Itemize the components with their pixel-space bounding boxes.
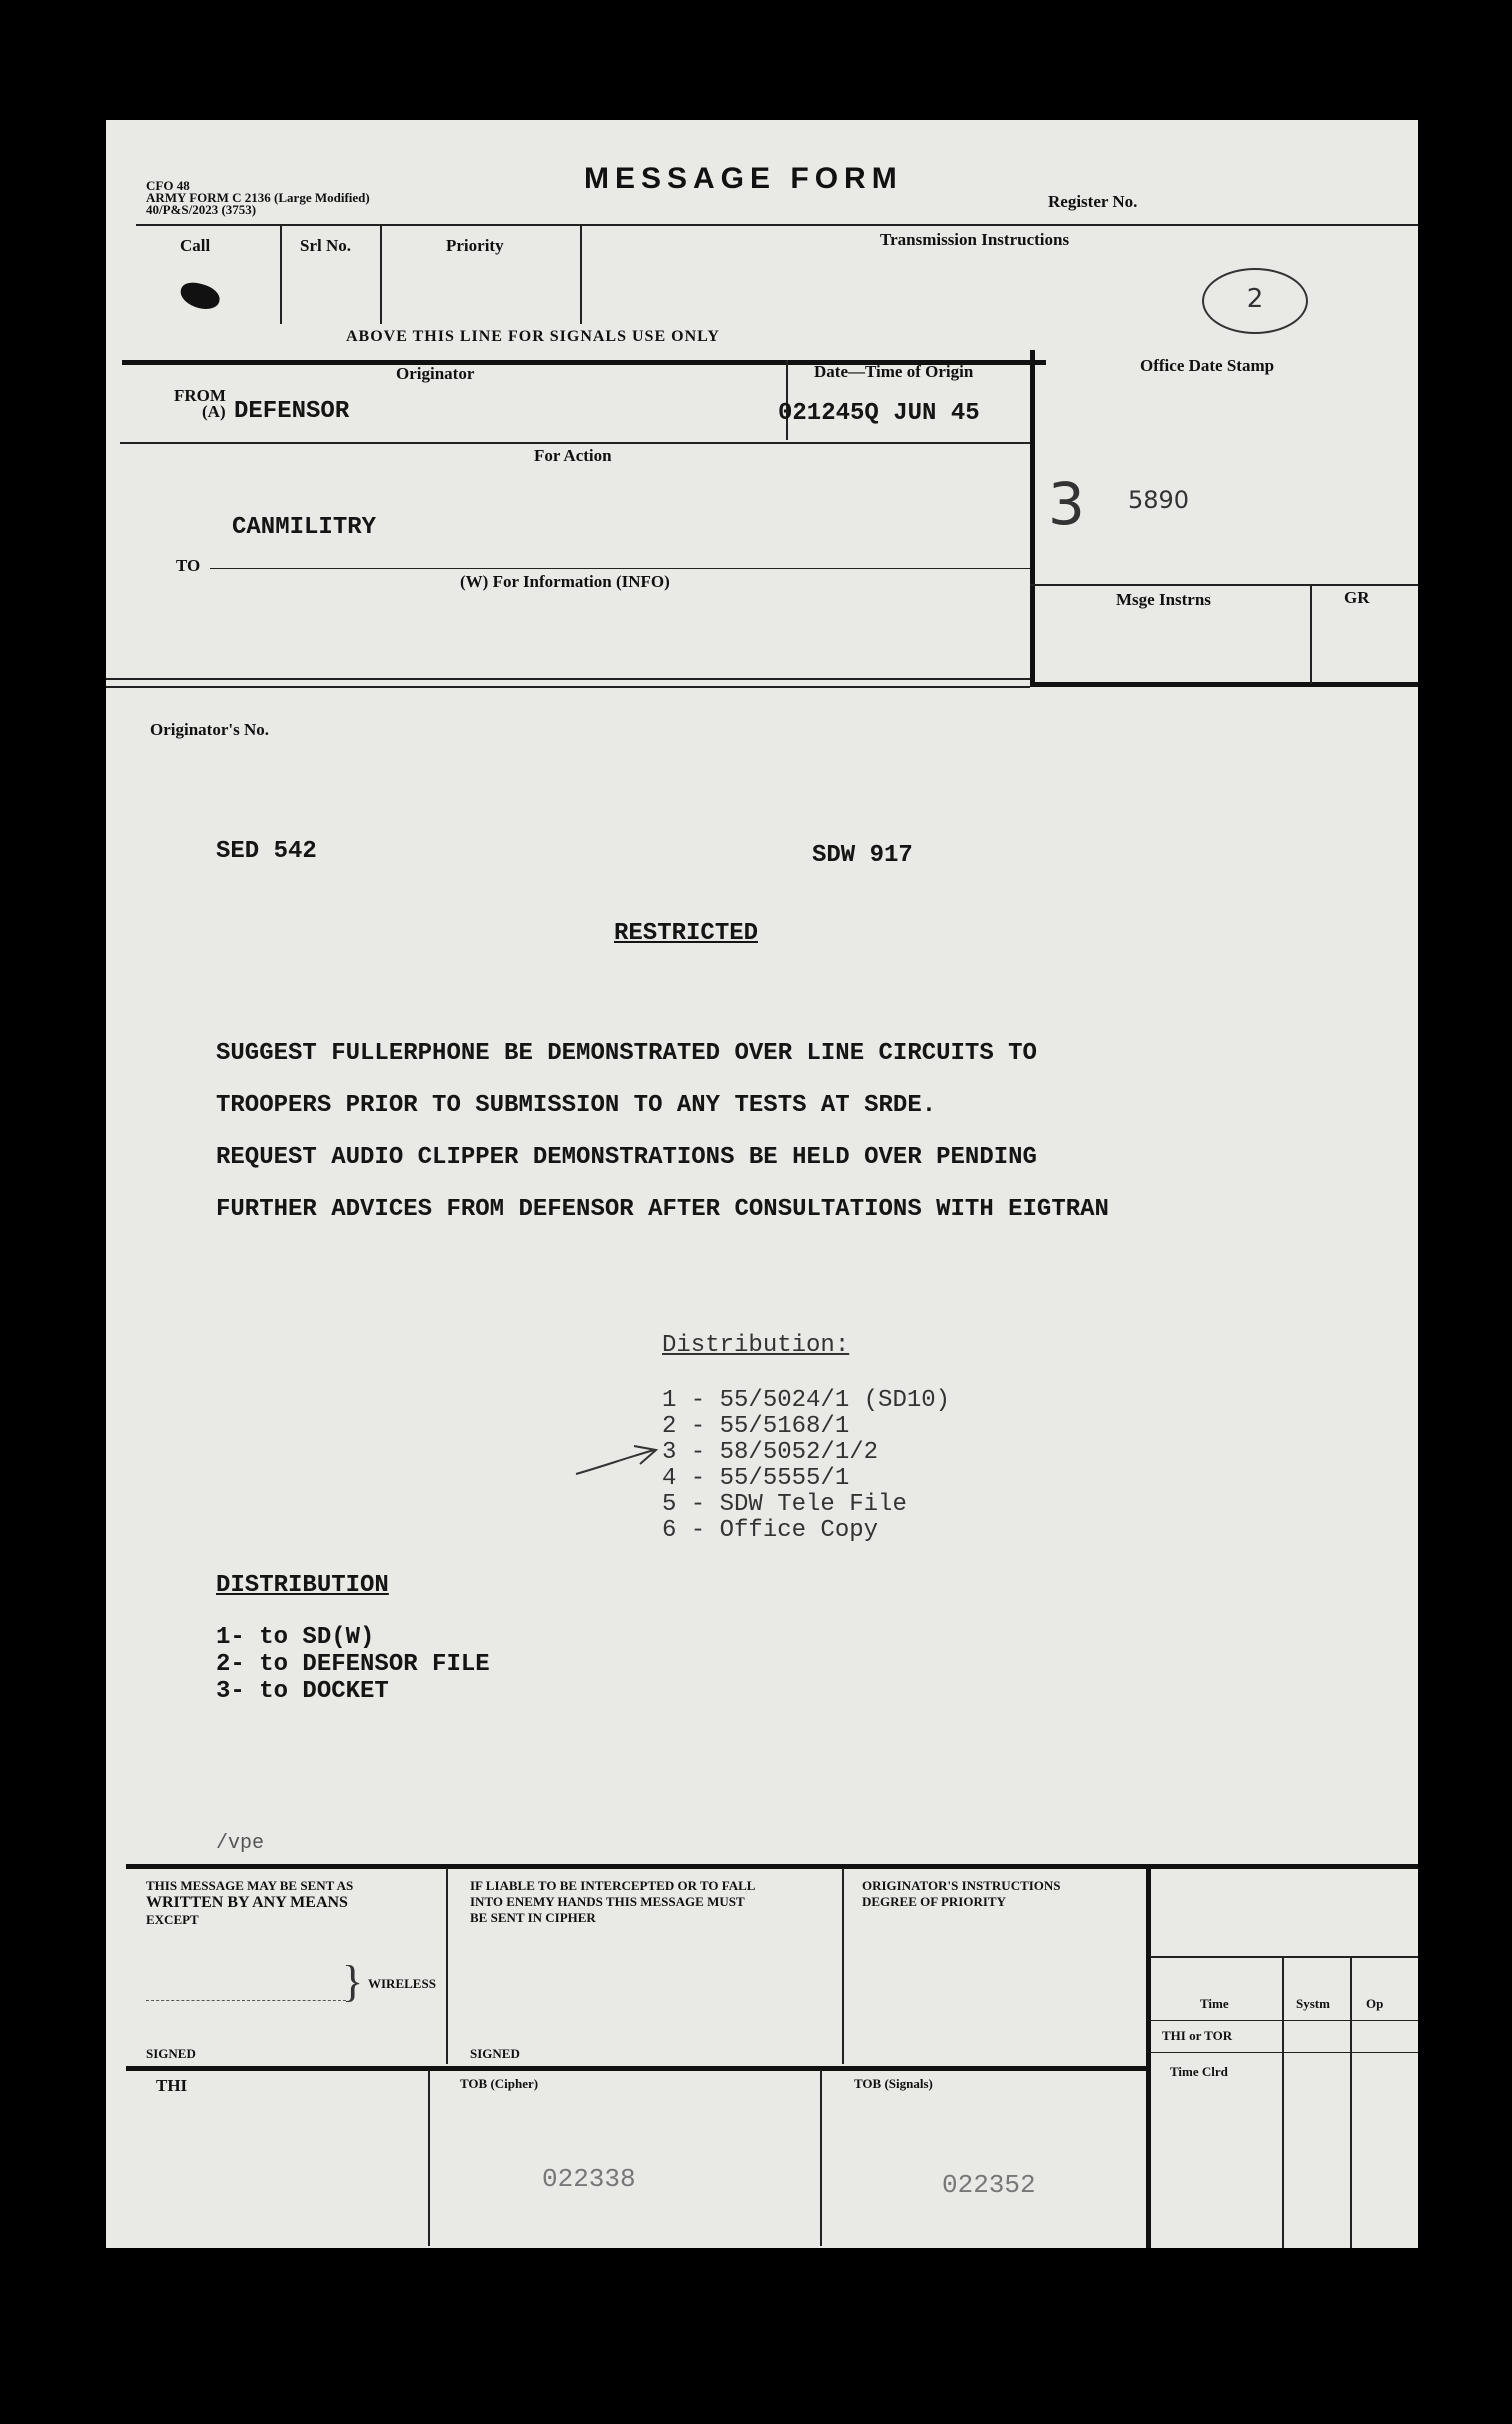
signals-note: ABOVE THIS LINE FOR SIGNALS USE ONLY (346, 328, 720, 345)
divider (446, 1868, 448, 2064)
cipher-note-block (470, 1878, 834, 1926)
lower-distribution-list (216, 1624, 490, 1705)
distribution-heading: Distribution: (662, 1332, 850, 1359)
message-line: REQUEST AUDIO CLIPPER DEMONSTRATIONS BE HELD OVER PENDING (216, 1144, 1037, 1171)
divider (1310, 584, 1312, 684)
from-value: DEFENSOR (234, 398, 350, 425)
divider (1150, 2020, 1418, 2021)
time-cleared-label: Time Clrd (1170, 2064, 1228, 2079)
divider (280, 224, 282, 324)
system-label: Systm (1296, 1996, 1330, 2011)
tob-cipher-value: 022338 (542, 2164, 636, 2194)
divider (1282, 1956, 1284, 2248)
message-line: SUGGEST FULLERPHONE BE DEMONSTRATED OVER LINE CIRCUITS TO (216, 1040, 1037, 1067)
divider (1030, 584, 1418, 586)
info-label: (W) For Information (INFO) (460, 572, 670, 591)
to-label: TO (176, 556, 201, 575)
for-action-label: For Action (534, 446, 612, 465)
send-means-line: WRITTEN BY ANY MEANS (146, 1894, 348, 1911)
reference-left: SED 542 (216, 838, 317, 865)
from-label: FROM (174, 386, 226, 405)
divider (820, 2070, 822, 2246)
divider (1350, 1956, 1352, 2248)
message-line: TROOPERS PRIOR TO SUBMISSION TO ANY TESTS AT SRDE. (216, 1092, 937, 1119)
form-title: MESSAGE FORM (584, 162, 903, 195)
thi-label: THI (156, 2076, 188, 2095)
tob-signals-value: 022352 (942, 2170, 1036, 2200)
divider (1150, 1956, 1418, 1958)
distribution-item: 4 - 55/5555/1 (662, 1465, 850, 1492)
stamp-number: 5890 (1128, 486, 1190, 514)
brace-icon: } (342, 1957, 364, 2006)
wireless-label: WIRELESS (368, 1976, 436, 1991)
gr-label: GR (1344, 588, 1370, 607)
send-means-line: EXCEPT (146, 1912, 199, 1927)
cipher-note-line: BE SENT IN CIPHER (470, 1910, 596, 1925)
tob-cipher-label: TOB (Cipher) (460, 2076, 539, 2091)
originators-no-label: Originator's No. (150, 720, 269, 739)
handwritten-arrow-icon (574, 1440, 660, 1480)
page-number: 2 (1246, 284, 1264, 314)
office-date-stamp-label: Office Date Stamp (1140, 356, 1275, 375)
call-label: Call (180, 236, 211, 255)
tob-signals-label: TOB (Signals) (854, 2076, 933, 2091)
divider (120, 442, 1030, 444)
divider (146, 2000, 346, 2001)
divider (1150, 2052, 1418, 2053)
originator-instructions-block (862, 1878, 1142, 1910)
message-form-sheet (106, 120, 1418, 2248)
originator-label: Originator (396, 364, 475, 383)
divider (1030, 682, 1418, 687)
send-means-line: THIS MESSAGE MAY BE SENT AS (146, 1878, 354, 1893)
from-prefix: (A) (202, 402, 226, 421)
form-ref-1: CFO 48 (146, 178, 190, 193)
lower-distribution-item: 2- to DEFENSOR FILE (216, 1651, 490, 1678)
divider (428, 2070, 430, 2246)
time-label: Time (1200, 1996, 1229, 2011)
thi-or-tor-label: THI or TOR (1162, 2028, 1233, 2043)
divider (126, 1864, 1418, 1869)
priority-label: Priority (446, 236, 504, 255)
form-ref-3: 40/P&S/2023 (3753) (146, 202, 257, 217)
ink-blot (178, 280, 223, 313)
form-reference (146, 180, 370, 216)
divider (136, 224, 1418, 226)
divider (126, 2066, 1148, 2071)
handwritten-mark: 3 (1048, 470, 1085, 538)
priority-degree-label: DEGREE OF PRIORITY (862, 1894, 1006, 1909)
lower-distribution-heading: DISTRIBUTION (216, 1572, 389, 1599)
divider (106, 686, 1030, 688)
date-time-value: 021245Q JUN 45 (778, 400, 980, 427)
signed-label: SIGNED (470, 2046, 520, 2061)
transmission-label: Transmission Instructions (880, 230, 1070, 249)
action-addressee: CANMILITRY (232, 514, 377, 541)
distribution-item: 5 - SDW Tele File (662, 1491, 907, 1518)
cipher-note-line: IF LIABLE TO BE INTERCEPTED OR TO FALL (470, 1878, 756, 1893)
form-ref-2: ARMY FORM C 2136 (Large Modified) (146, 190, 370, 205)
date-time-label: Date—Time of Origin (814, 362, 974, 381)
srl-no-label: Srl No. (300, 236, 351, 255)
lower-distribution-item: 1- to SD(W) (216, 1624, 375, 1651)
classification: RESTRICTED (614, 920, 759, 947)
cipher-note-line: INTO ENEMY HANDS THIS MESSAGE MUST (470, 1894, 745, 1909)
distribution-item: 3 - 58/5052/1/2 (662, 1439, 879, 1466)
reference-right: SDW 917 (812, 842, 913, 869)
distribution-item: 2 - 55/5168/1 (662, 1413, 850, 1440)
divider (580, 224, 582, 324)
send-means-block (146, 1878, 442, 1928)
operator-label: Op (1366, 1996, 1384, 2011)
distribution-item: 1 - 55/5024/1 (SD10) (662, 1387, 951, 1414)
msge-instrns-label: Msge Instrns (1116, 590, 1211, 609)
message-body (216, 1028, 1109, 1236)
divider (842, 1868, 844, 2064)
initials: /vpe (216, 1832, 265, 1855)
originator-instructions-label: ORIGINATOR'S INSTRUCTIONS (862, 1878, 1061, 1893)
distribution-list (662, 1388, 950, 1544)
message-line: FURTHER ADVICES FROM DEFENSOR AFTER CONSULTATIONS WITH EIGTRAN (216, 1196, 1109, 1223)
divider (106, 678, 1030, 680)
circled-page-number (1202, 268, 1308, 334)
lower-distribution-item: 3- to DOCKET (216, 1678, 389, 1705)
register-no-label: Register No. (1048, 192, 1138, 211)
divider (380, 224, 382, 324)
divider (1146, 1864, 1151, 2248)
divider (1030, 350, 1035, 686)
divider (210, 568, 1030, 569)
signed-label: SIGNED (146, 2046, 196, 2061)
distribution-item: 6 - Office Copy (662, 1517, 879, 1544)
